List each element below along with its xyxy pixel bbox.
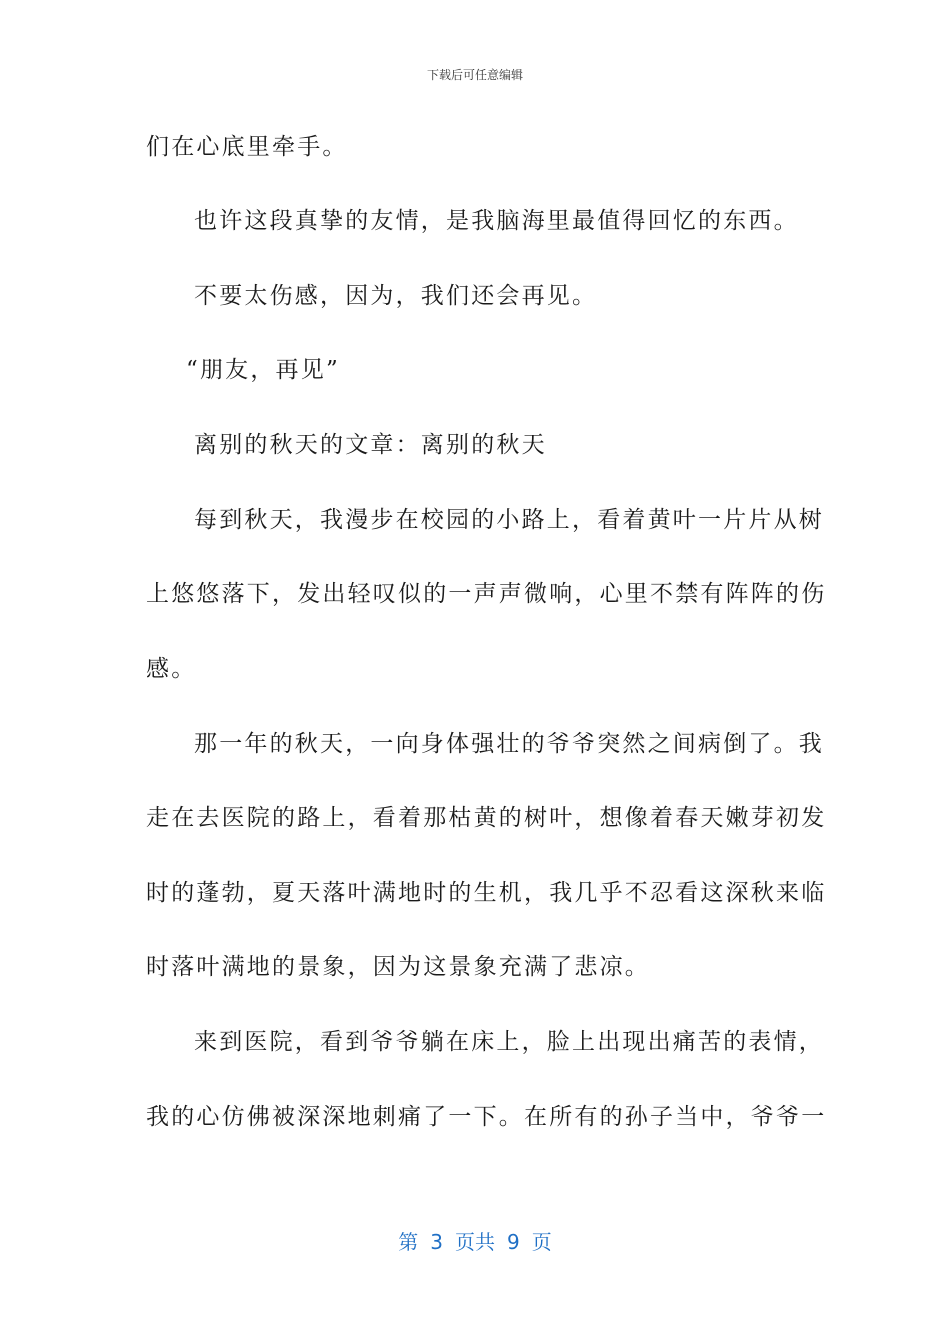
text-line-14: 我的心仿佛被深深地刺痛了一下。在所有的孙子当中，爷爷一 <box>146 1104 827 1130</box>
text-line-2: 也许这段真挚的友情，是我脑海里最值得回忆的东西。 <box>194 208 799 234</box>
text-line-8: 感。 <box>146 656 197 682</box>
text-line-3: 不要太伤感，因为，我们还会再见。 <box>194 283 598 309</box>
text-line-11: 时的蓬勃，夏天落叶满地时的生机，我几乎不忍看这深秋来临 <box>146 880 827 906</box>
footer-prefix: 第 <box>398 1230 419 1254</box>
text-line-12: 时落叶满地的景象，因为这景象充满了悲凉。 <box>146 954 650 980</box>
footer-middle: 页共 <box>455 1230 495 1254</box>
text-line-1: 们在心底里牵手。 <box>146 134 348 160</box>
text-line-9: 那一年的秋天，一向身体强壮的爷爷突然之间病倒了。我 <box>194 731 824 757</box>
footer-suffix: 页 <box>531 1230 552 1254</box>
page-footer <box>0 1226 950 1255</box>
text-line-5: 离别的秋天的文章：离别的秋天 <box>194 432 547 458</box>
text-line-4: “朋友，再见” <box>186 357 340 383</box>
text-line-10: 走在去医院的路上，看着那枯黄的树叶，想像着春天嫩芽初发 <box>146 805 827 831</box>
text-line-7: 上悠悠落下，发出轻叹似的一声声微响，心里不禁有阵阵的伤 <box>146 581 827 607</box>
footer-current-page: 3 <box>430 1230 443 1254</box>
text-line-6: 每到秋天，我漫步在校园的小路上，看着黄叶一片片从树 <box>194 507 824 533</box>
page-header: 下载后可任意编辑 <box>426 68 523 82</box>
footer-total-pages: 9 <box>507 1230 520 1254</box>
text-line-13: 来到医院，看到爷爷躺在床上，脸上出现出痛苦的表情， <box>194 1029 824 1055</box>
